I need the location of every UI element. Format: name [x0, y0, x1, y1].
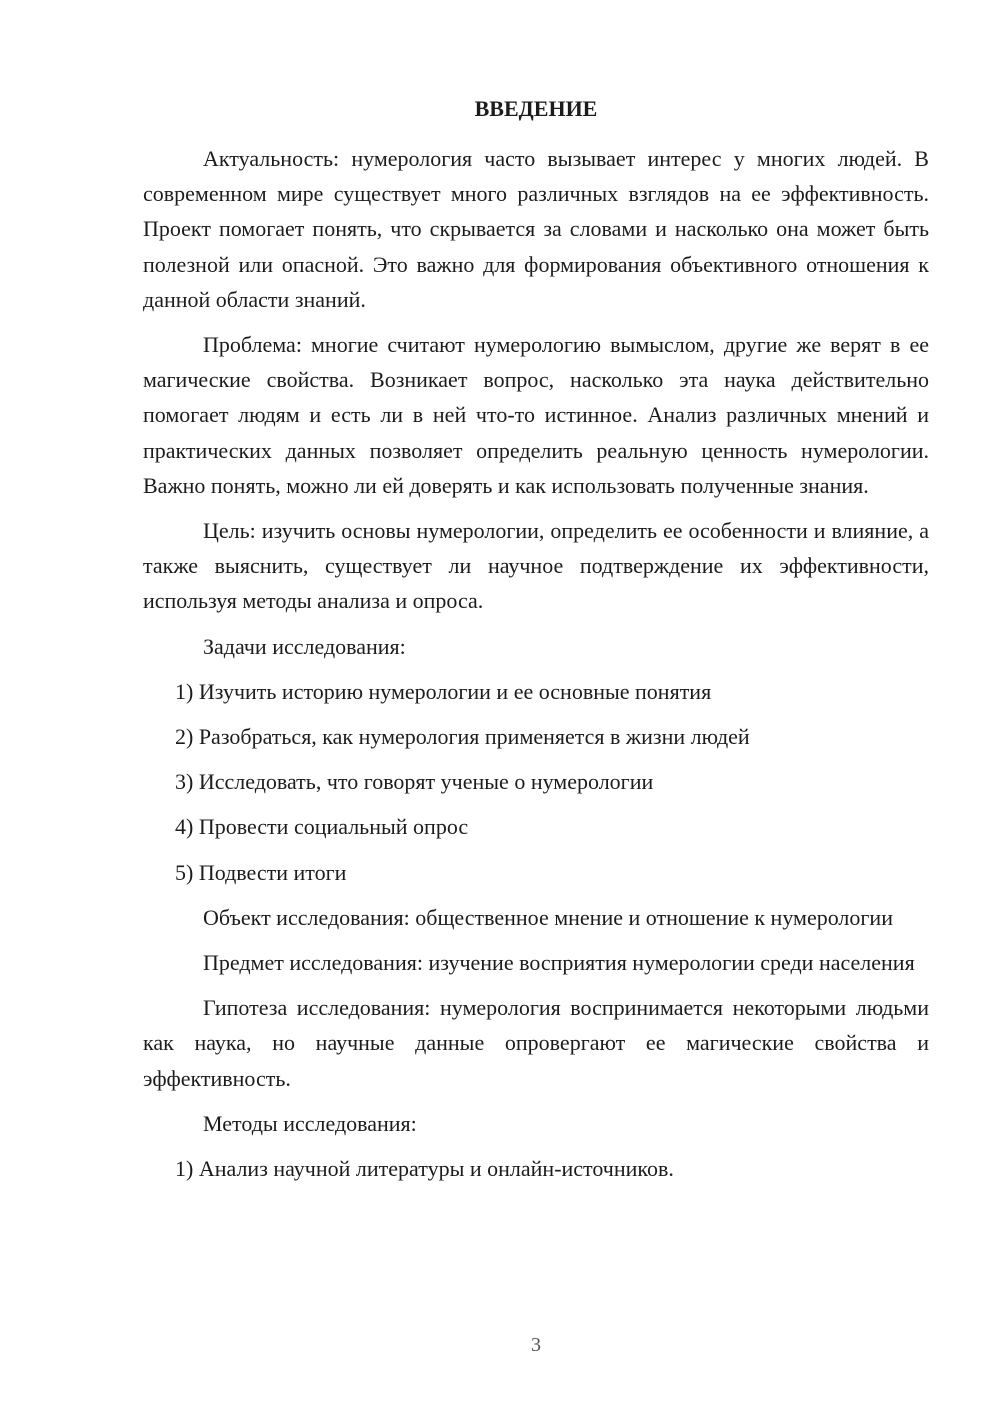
section-title: ВВЕДЕНИЕ: [474, 96, 598, 121]
document-page: [143, 0, 929, 1414]
hypothesis-paragraph: Гипотеза исследования: нумерология воспринимается некоторыми людьми как наука, но научные данные опровергают ее магические свойства и эффективность.: [143, 995, 929, 1091]
problem-paragraph: Проблема: многие считают нумерологию вымыслом, другие же верят в ее магические свойства. Возникает вопрос, насколько эта наука действительно помогает людям и есть ли в ней что-то истинное. Анализ различных мнений и практических данных позволяет определить реальную ценность нумерологии. Важно понять, можно ли ей доверять и как использовать полученные знания.: [143, 332, 929, 498]
page-number: 3: [531, 1334, 541, 1356]
methods-heading: Методы исследования:: [203, 1110, 417, 1136]
task-item-4: 4) Провести социальный опрос: [175, 814, 469, 840]
task-item-3: 3) Исследовать, что говорят ученые о нумерологии: [175, 769, 654, 795]
task-item-5: 5) Подвести итоги: [175, 859, 347, 885]
method-item-1: 1) Анализ научной литературы и онлайн-источников.: [175, 1156, 674, 1182]
document-body: [143, 141, 929, 1196]
subject-paragraph: Предмет исследования: изучение восприятия нумерологии среди населения: [203, 950, 915, 976]
goal-paragraph: Цель: изучить основы нумерологии, определить ее особенности и влияние, а также выяснить, существует ли научное подтверждение их эффективности, используя методы анализа и опроса.: [143, 518, 929, 614]
task-item-2: 2) Разобраться, как нумерология применяется в жизни людей: [175, 724, 750, 750]
tasks-heading: Задачи исследования:: [203, 633, 406, 659]
relevance-paragraph: Актуальность: нумерология часто вызывает интерес у многих людей. В современном мире существует много различных взглядов на ее эффективность. Проект помогает понять, что скрывается за словами и насколько она может быть полезной или опасной. Это важно для формирования объективного отношения к данной области знаний.: [143, 146, 929, 312]
task-item-1: 1) Изучить историю нумерологии и ее основные понятия: [175, 678, 712, 704]
object-paragraph: Объект исследования: общественное мнение и отношение к нумерологии: [203, 904, 893, 930]
